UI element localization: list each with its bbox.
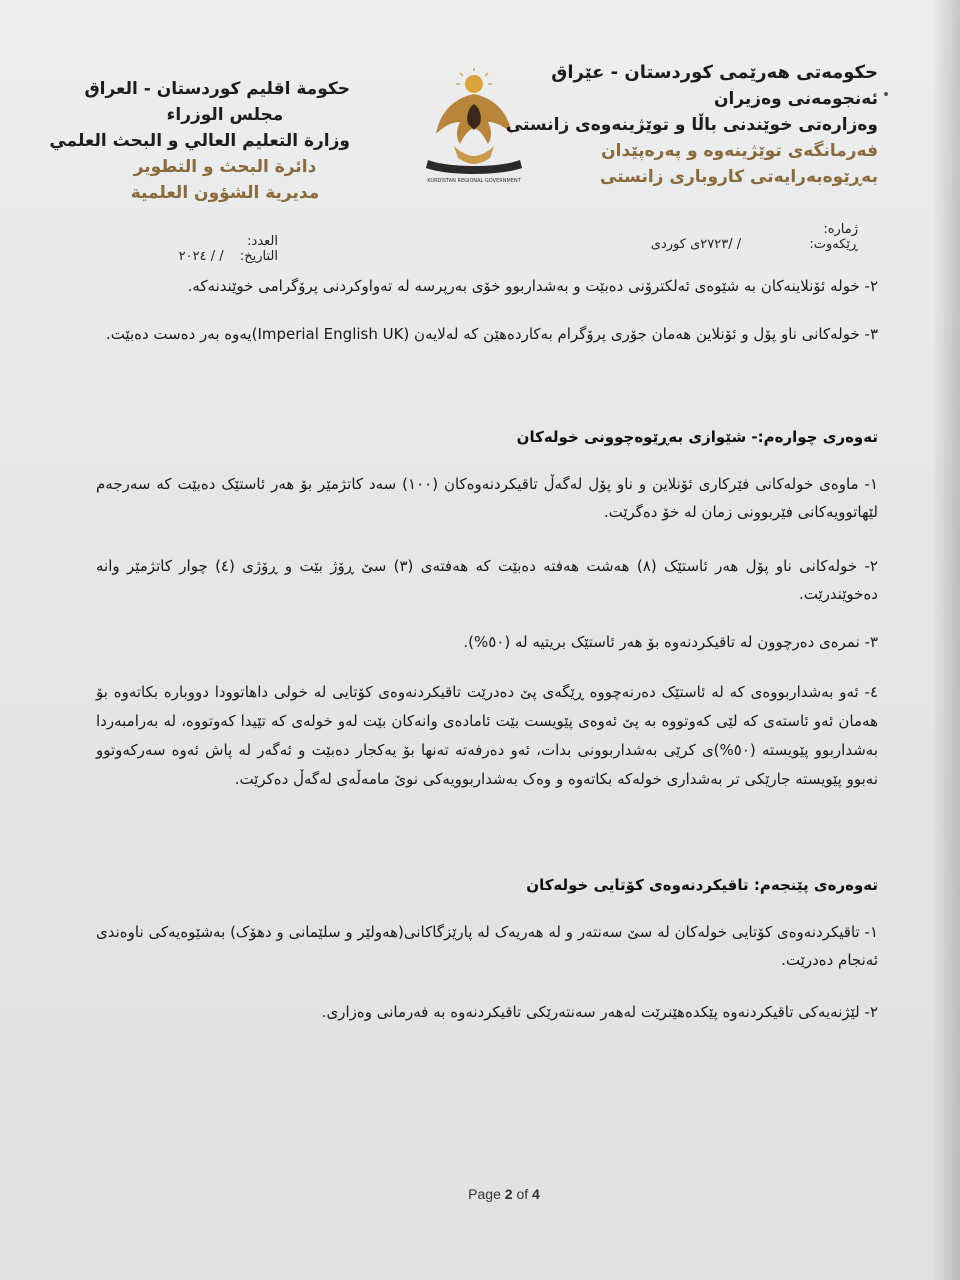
section-5-item-1: ١- تاقیکردنەوەی کۆتایی خولەکان لە سێ سەنتەر و لە هەریەک لە پارێزگاکانی(هەولێر و سلێمانی و دهۆک) بەشێوەیەکی ناوەندی ئەنجام دەدرێت. (96, 923, 878, 969)
arabic-gov-title: حكومة اقليم كوردستان - العراق (84, 79, 350, 99)
kurdish-letterhead (505, 60, 878, 190)
date-label: ڕێکەوت: (809, 237, 858, 252)
section-4-heading: تەوەری چوارەم:- شێوازی بەڕێوەچوونی خولەکان (516, 428, 878, 446)
svg-text:KURDISTAN REGIONAL GOVERNMENT: KURDISTAN REGIONAL GOVERNMENT (427, 178, 521, 184)
arabic-reference (138, 234, 278, 264)
section-4-item-2: ٢- خولەکانی ناو پۆل هەر ئاستێک (٨) هەشت هەفتە دەبێت کە هەفتەی (٣) سێ ڕۆژ بێت و ڕۆژی (٤) چوار کاتژمێر وانە دەخوێندرێت. (96, 557, 878, 603)
ar-date-row (138, 249, 278, 264)
arabic-council: مجلس الوزراء (166, 105, 284, 125)
ar-date-value: / / ٢٠٢٤ (178, 249, 224, 264)
date-value: / /٢٧٢٣ی کوردی (650, 237, 742, 252)
date-row (598, 237, 858, 252)
kurdish-council: ئەنجومەنی وەزیران (713, 89, 878, 109)
page-current: 2 (504, 1186, 513, 1202)
arabic-department: دائرة البحث و التطوير (133, 157, 317, 177)
arabic-ministry: وزارة التعليم العالي و البحث العلمي (49, 131, 350, 151)
page-middle: of (512, 1186, 533, 1202)
paragraph-2: ٢- خولە ئۆنلاینەکان بە شێوەی ئەلکترۆنی دەبێت و بەشداربوو خۆی بەرپرسە لە تەواوکردنی پرۆگرامی خوێندنەکە. (187, 277, 878, 295)
punch-mark (884, 92, 888, 96)
page-edge-shadow (932, 0, 960, 1280)
ar-number-label: العدد: (247, 234, 278, 249)
kurdish-directorate: بەڕێوەبەرایەتی کاروباری زانستی (600, 167, 878, 187)
arabic-directorate: مديرية الشؤون العلمية (130, 183, 320, 203)
kurdish-reference (598, 222, 858, 252)
section-5-heading: تەوەرەی پێنجەم: تاقیکردنەوەی کۆتایی خولەکان (526, 876, 878, 894)
paragraph-3: ٣- خولەکانی ناو پۆل و ئۆنلاین هەمان جۆری پرۆگرام بەکاردەهێن کە لەلایەن (Imperial English UK)یەوە بەر دەست دەبێت. (105, 325, 878, 343)
section-5-item-2: ٢- لێژنەیەکی تاقیکردنەوە پێکدەهێنرێت لەهەر سەنتەرێکی تاقیکردنەوە بە فەرمانی وەزاری. (321, 1003, 878, 1021)
section-4-item-3: ٣- نمرەی دەرچوون لە تاقیکردنەوە بۆ هەر ئاستێک بریتیە لە (٥٠%). (463, 633, 878, 651)
page-prefix: Page (468, 1186, 505, 1202)
page-number (0, 1186, 960, 1202)
kurdish-gov-title: حکومەتی هەرێمی کوردستان - عێراق (551, 62, 878, 83)
number-label: ژمارە: (823, 222, 858, 237)
page-total: 4 (532, 1186, 540, 1202)
ar-date-label: التاريخ: (239, 249, 278, 264)
section-4-item-1: ١- ماوەی خولەکانی فێرکاری ئۆنلاین و ناو پۆل لەگەڵ تاقیکردنەوەکان (١٠٠) سەد کاتژمێر بۆ هەر ئاستێک دەبێت کە سەرجەم لێهاتوویەکانی فێربوونی زمان لە خۆ دەگرێت. (96, 475, 878, 521)
kurdish-ministry: وەزارەتی خوێندنی باڵا و توێژینەوەی زانستی (505, 115, 878, 135)
arabic-letterhead (49, 76, 350, 206)
section-4-item-4: ٤- ئەو بەشداربووەی کە لە ئاستێک دەرنەچووە ڕێگەی پێ دەدرێت تاقیکردنەوەی کۆتایی لە خولی داهاتوودا دووبارە بکاتەوە بۆ هەمان ئەو ئاستەی کە لێی کەوتووە بە پێ ئەوەی پێویست بێت ئامادەی وانەکان بێت لەو خولەی کە تێیدا کەوتووە، لە بەرامبەردا بەشداربوو پێویستە (٥٠%)ی کرێی بەشداربوونی بدات، ئەو دەرفەتە تەنها بۆ یەکجار دەبێت و ئەگەر لە پاش ئەوە سەرکەوتوو نەبوو پێویستە جارێکی تر بەشداری خولەکە بکاتەوە و وەک بەشداربوویەکی نوێ مامەڵەی لەگەڵ دەکرێت. (96, 683, 879, 788)
kurdish-department: فەرمانگەی توێژینەوە و پەرەپێدان (601, 141, 878, 161)
